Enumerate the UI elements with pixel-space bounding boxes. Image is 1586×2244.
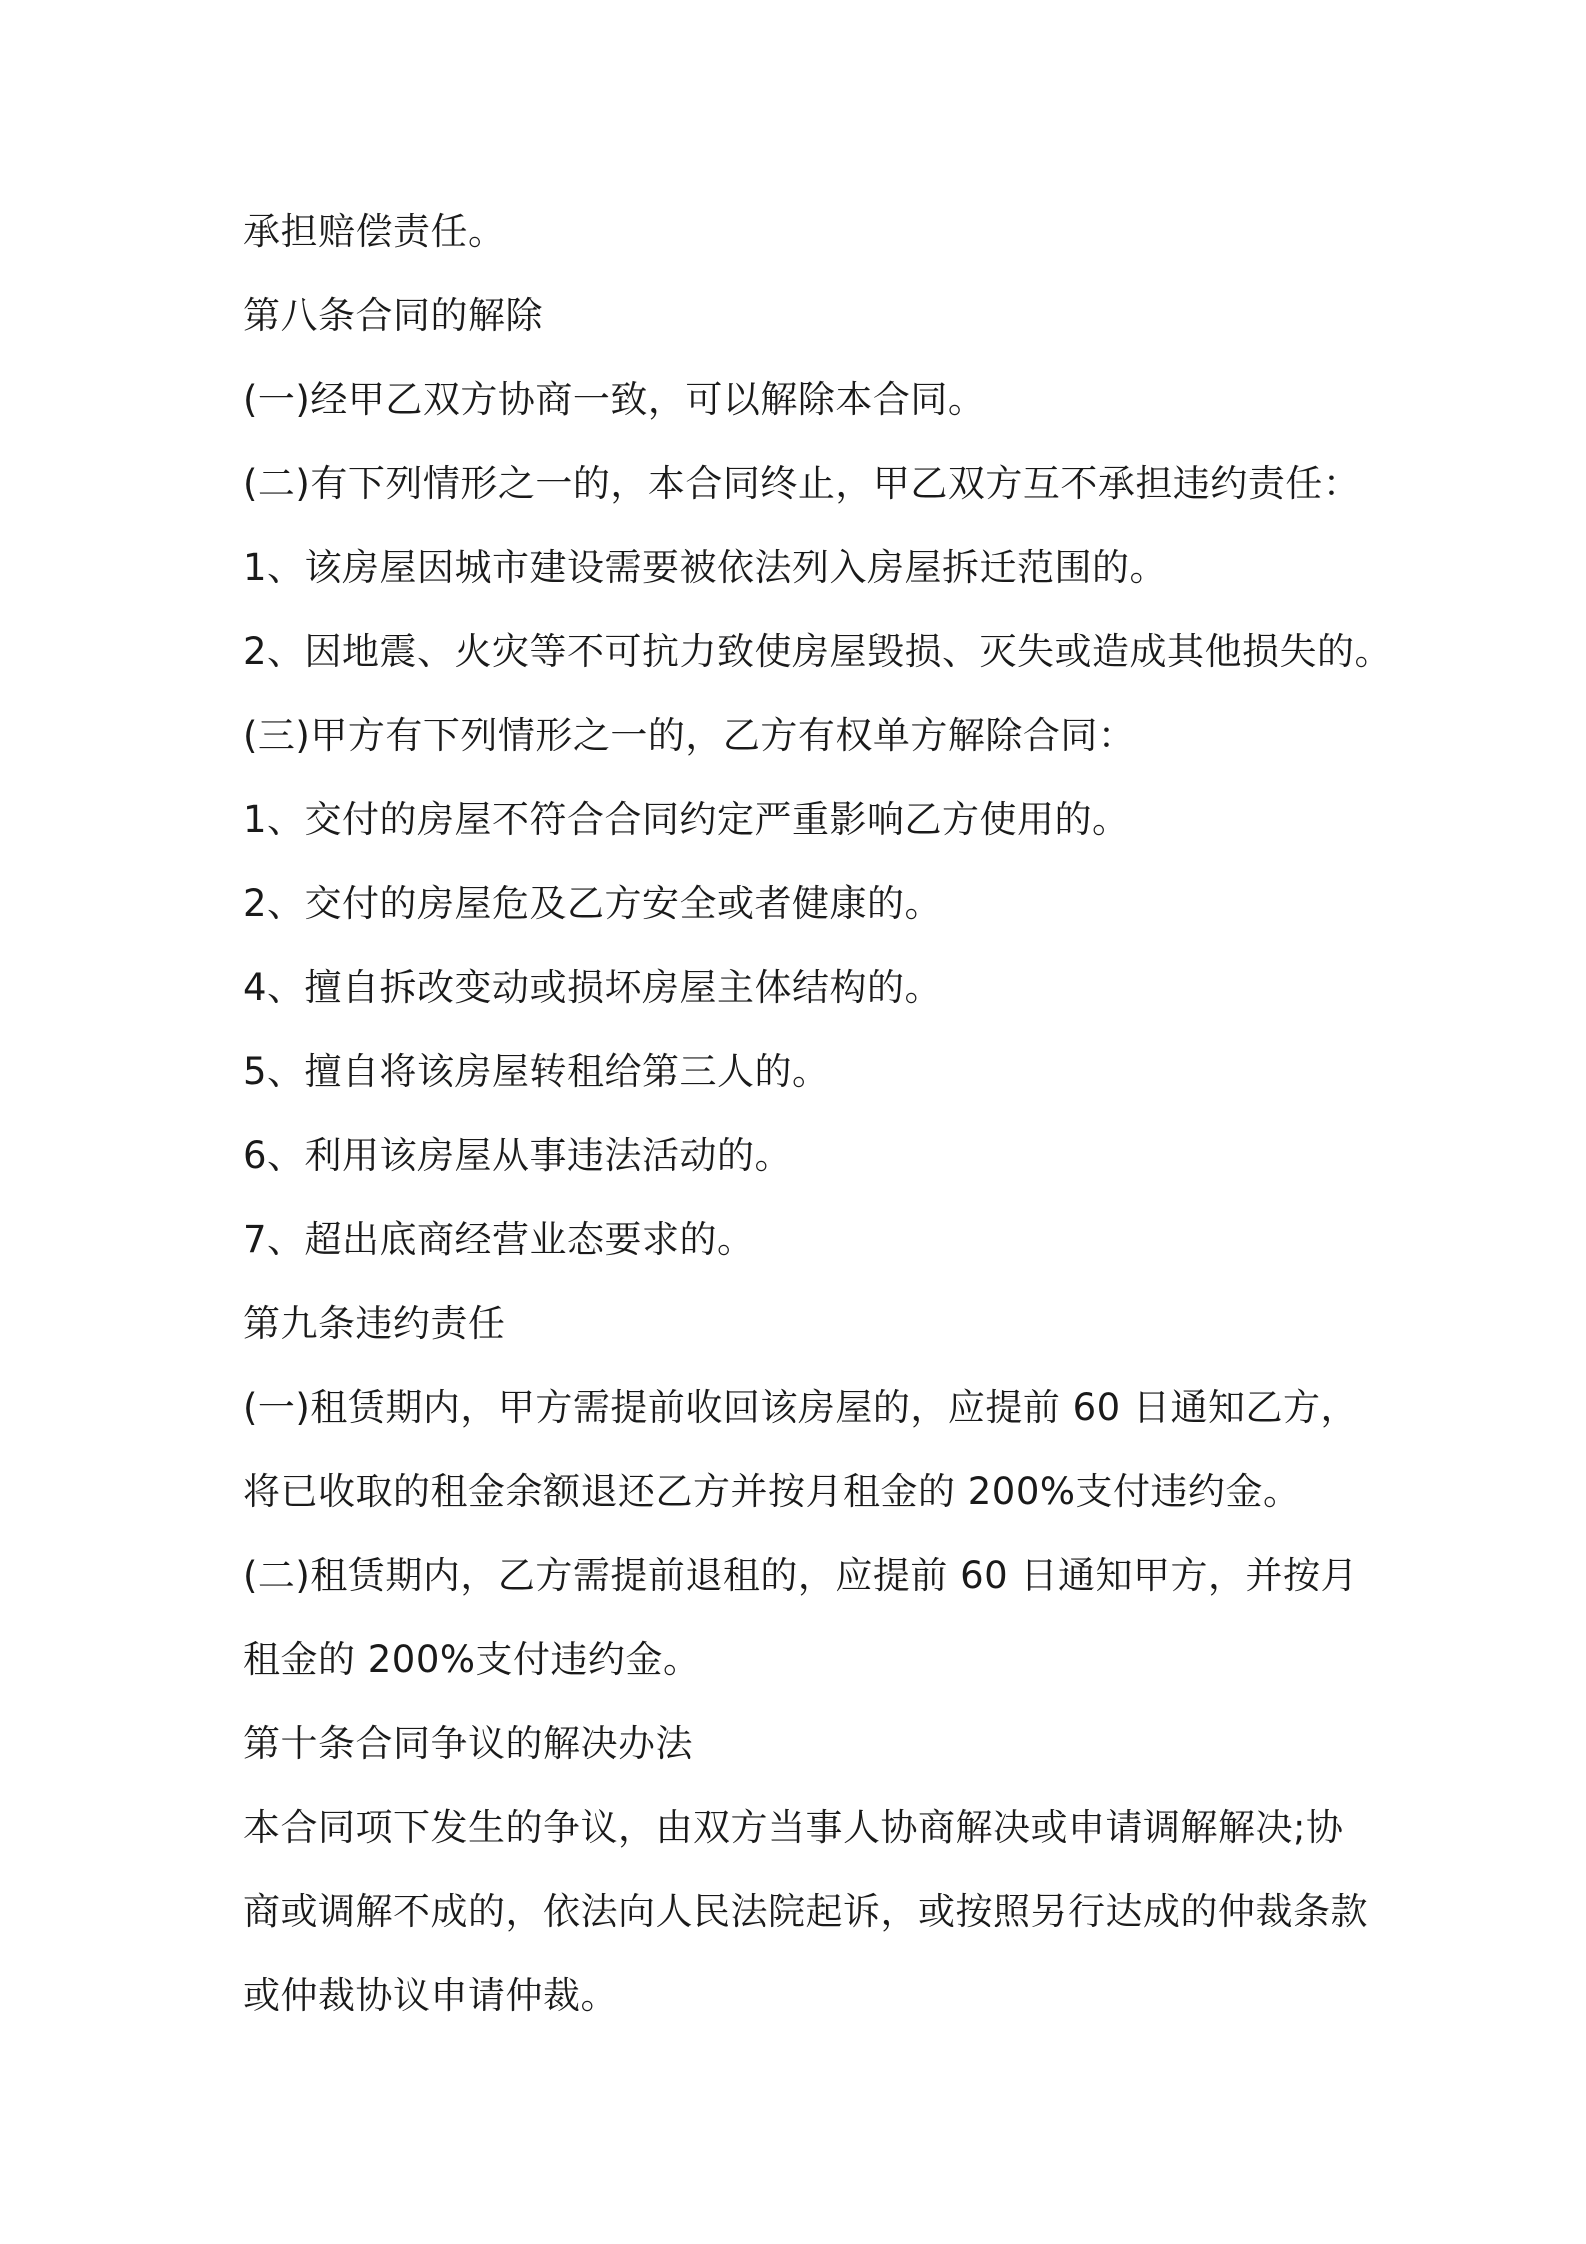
list-item: 2、因地震、火灾等不可抗力致使房屋毁损、灭失或造成其他损失的。 xyxy=(243,630,1393,673)
list-item: 4、擅自拆改变动或损坏房屋主体结构的。 xyxy=(243,966,943,1009)
text-line: 租金的 200%支付违约金。 xyxy=(243,1638,701,1681)
text-line: 或仲裁协议申请仲裁。 xyxy=(243,1974,618,2017)
list-item: 5、擅自将该房屋转租给第三人的。 xyxy=(243,1050,830,1093)
list-item: 1、该房屋因城市建设需要被依法列入房屋拆迁范围的。 xyxy=(243,546,1168,589)
section-heading: 第九条违约责任 xyxy=(243,1302,506,1345)
section-heading: 第十条合同争议的解决办法 xyxy=(243,1722,693,1765)
text-line: (三)甲方有下列情形之一的，乙方有权单方解除合同： xyxy=(243,714,1136,757)
list-item: 7、超出底商经营业态要求的。 xyxy=(243,1218,755,1261)
text-line: (一)租赁期内，甲方需提前收回该房屋的，应提前 60 日通知乙方， xyxy=(243,1386,1358,1429)
text-line: 本合同项下发生的争议，由双方当事人协商解决或申请调解解决;协 xyxy=(243,1806,1344,1849)
text-line: (二)有下列情形之一的，本合同终止，甲乙双方互不承担违约责任： xyxy=(243,462,1361,505)
document-body xyxy=(243,190,1443,2038)
list-item: 6、利用该房屋从事违法活动的。 xyxy=(243,1134,793,1177)
text-line: 承担赔偿责任。 xyxy=(243,210,506,253)
list-item: 1、交付的房屋不符合合同约定严重影响乙方使用的。 xyxy=(243,798,1130,841)
text-line: (二)租赁期内，乙方需提前退租的，应提前 60 日通知甲方，并按月 xyxy=(243,1554,1358,1597)
text-line: 将已收取的租金余额退还乙方并按月租金的 200%支付违约金。 xyxy=(243,1470,1301,1513)
text-line: (一)经甲乙双方协商一致，可以解除本合同。 xyxy=(243,378,986,421)
section-heading: 第八条合同的解除 xyxy=(243,294,543,337)
list-item: 2、交付的房屋危及乙方安全或者健康的。 xyxy=(243,882,943,925)
text-line: 商或调解不成的，依法向人民法院起诉，或按照另行达成的仲裁条款 xyxy=(243,1890,1368,1933)
